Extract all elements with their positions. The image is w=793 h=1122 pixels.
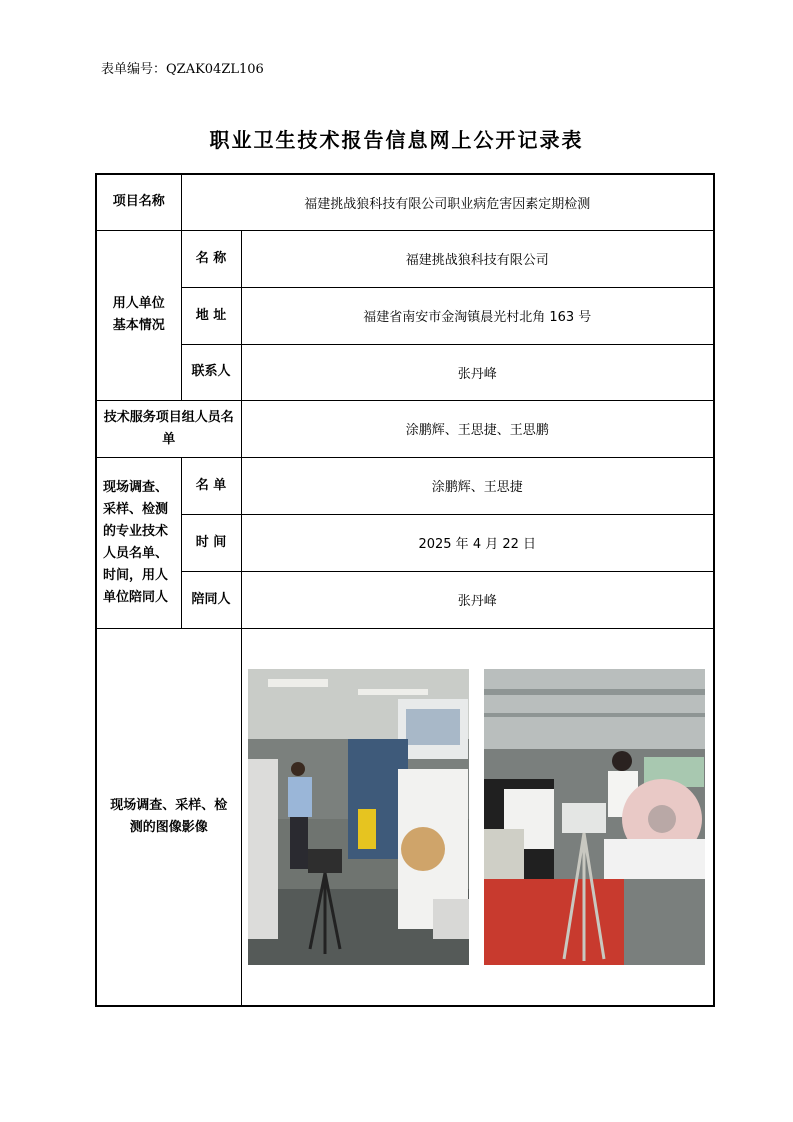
employer-address-value: 福建省南安市金淘镇晨光村北角 163 号 [241, 287, 714, 344]
employer-name-label: 名 称 [181, 230, 241, 287]
team-label: 技术服务项目组人员名单 [96, 400, 241, 457]
site-photo-2 [484, 669, 705, 965]
survey-escort-value: 张丹峰 [241, 571, 714, 628]
survey-roster-value: 涂鹏辉、王思捷 [241, 457, 714, 514]
employer-info-label: 用人单位基本情况 [96, 230, 181, 400]
survey-time-value: 2025 年 4 月 22 日 [241, 514, 714, 571]
project-name-value: 福建挑战狼科技有限公司职业病危害因素定期检测 [181, 174, 714, 230]
survey-label: 现场调查、采样、检测的专业技术人员名单、时间，用人单位陪同人 [96, 457, 181, 628]
survey-escort-label: 陪同人 [181, 571, 241, 628]
employer-name-value: 福建挑战狼科技有限公司 [241, 230, 714, 287]
form-number: 表单编号：QZAK04ZL106 [101, 62, 264, 77]
employer-contact-value: 张丹峰 [241, 344, 714, 400]
employer-contact-label: 联系人 [181, 344, 241, 400]
page-title: 职业卫生技术报告信息网上公开记录表 [209, 128, 584, 152]
images-label: 现场调查、采样、检测的图像影像 [96, 628, 241, 1006]
images-cell [241, 628, 714, 1006]
employer-address-label: 地 址 [181, 287, 241, 344]
project-name-label: 项目名称 [96, 174, 181, 230]
survey-roster-label: 名 单 [181, 457, 241, 514]
team-value: 涂鹏辉、王思捷、王思鹏 [241, 400, 714, 457]
record-table [95, 173, 715, 1007]
survey-time-label: 时 间 [181, 514, 241, 571]
site-photo-1 [248, 669, 469, 965]
